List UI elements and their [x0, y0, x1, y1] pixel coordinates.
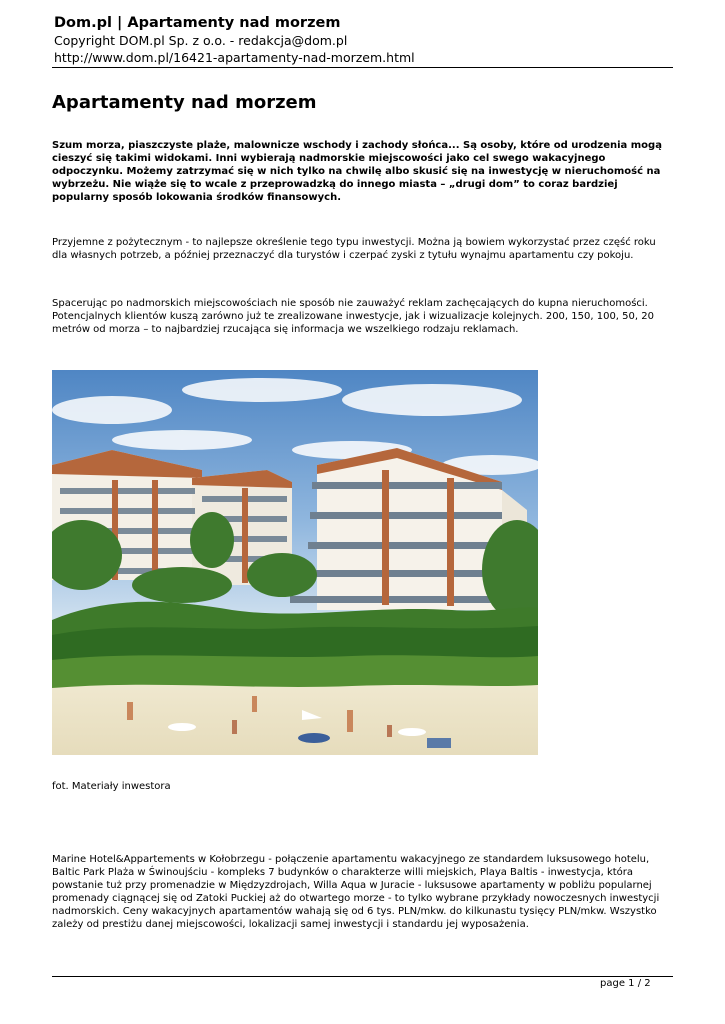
page-number: page 1 / 2 — [600, 978, 651, 989]
header-divider — [52, 67, 673, 68]
article-paragraph: Marine Hotel&Appartements w Kołobrzegu - połączenie apartamentu wakacyjnego ze standardem luksusowego hotelu, Baltic Park Plaża w Świnoujściu - kompleks 7 budynków o charakterze willi miejskich, Playa Baltis - inwestycja, która powstanie tuż przy promenadzie w Międzyzdrojach, Willa Aqua w Juracie - luksusowe apartamenty w pobliżu popularnej promenady ciągnącej się od Zatoki Puckiej aż do otwartego morze - to tylko wybrane przykłady nowoczesnych inwestycji nadmorskich. Ceny wakacyjnych apartamentów wahają się od 6 tys. PLN/mkw. do kilkunastu tysięcy PLN/mkw. Wszystko zależy od prestiżu danej miejscowości, lokalizacji samej inwestycji i standardu jej wyposażenia. — [52, 854, 660, 930]
source-url[interactable]: http://www.dom.pl/16421-apartamenty-nad-morzem.html — [54, 50, 415, 65]
article-paragraph: Spacerując po nadmorskich miejscowościach nie sposób nie zauważyć reklam zachęcających do kupna nieruchomości. Potencjalnych klientów kuszą zarówno już te zrealizowane inwestycje, jak i wizualizacje kolejnych. 200, 150, 100, 50, 20 metrów od morza – to najbardziej rzucająca się informacja we wszelkiego rodzaju reklamach. — [52, 298, 654, 335]
page-header — [54, 14, 674, 66]
article-lead: Szum morza, piaszczyste plaże, malownicze wschody i zachody słońca... Są osoby, które od urodzenia mogą cieszyć się takimi widokami. Inni wybierają nadmorskie miejscowości jako cel swego wakacyjnego odpoczynku. Możemy zatrzymać się w nich tylko na chwilę albo skusić się na inwestycję w nieruchomość na wybrzeżu. Nie wiąże się to wcale z przeprowadzką do innego miasta – „drugi dom” to coraz bardziej popularny sposób lokowania środków finansowych. — [52, 140, 662, 203]
photo-caption: fot. Materiały inwestora — [52, 781, 171, 792]
copyright-line: Copyright DOM.pl Sp. z o.o. - redakcja@dom.pl — [54, 33, 348, 48]
article-title: Apartamenty nad morzem — [52, 92, 317, 113]
site-title: Dom.pl | Apartamenty nad morzem — [54, 15, 341, 31]
article-paragraph: Przyjemne z pożytecznym - to najlepsze określenie tego typu inwestycji. Można ją bowiem wykorzystać przez część roku dla własnych potrzeb, a później przeznaczyć dla turystów i czerpać zyski z tytułu wynajmu apartamentu czy pokoju. — [52, 237, 656, 261]
article-photo — [52, 370, 538, 755]
footer-divider — [52, 976, 673, 977]
